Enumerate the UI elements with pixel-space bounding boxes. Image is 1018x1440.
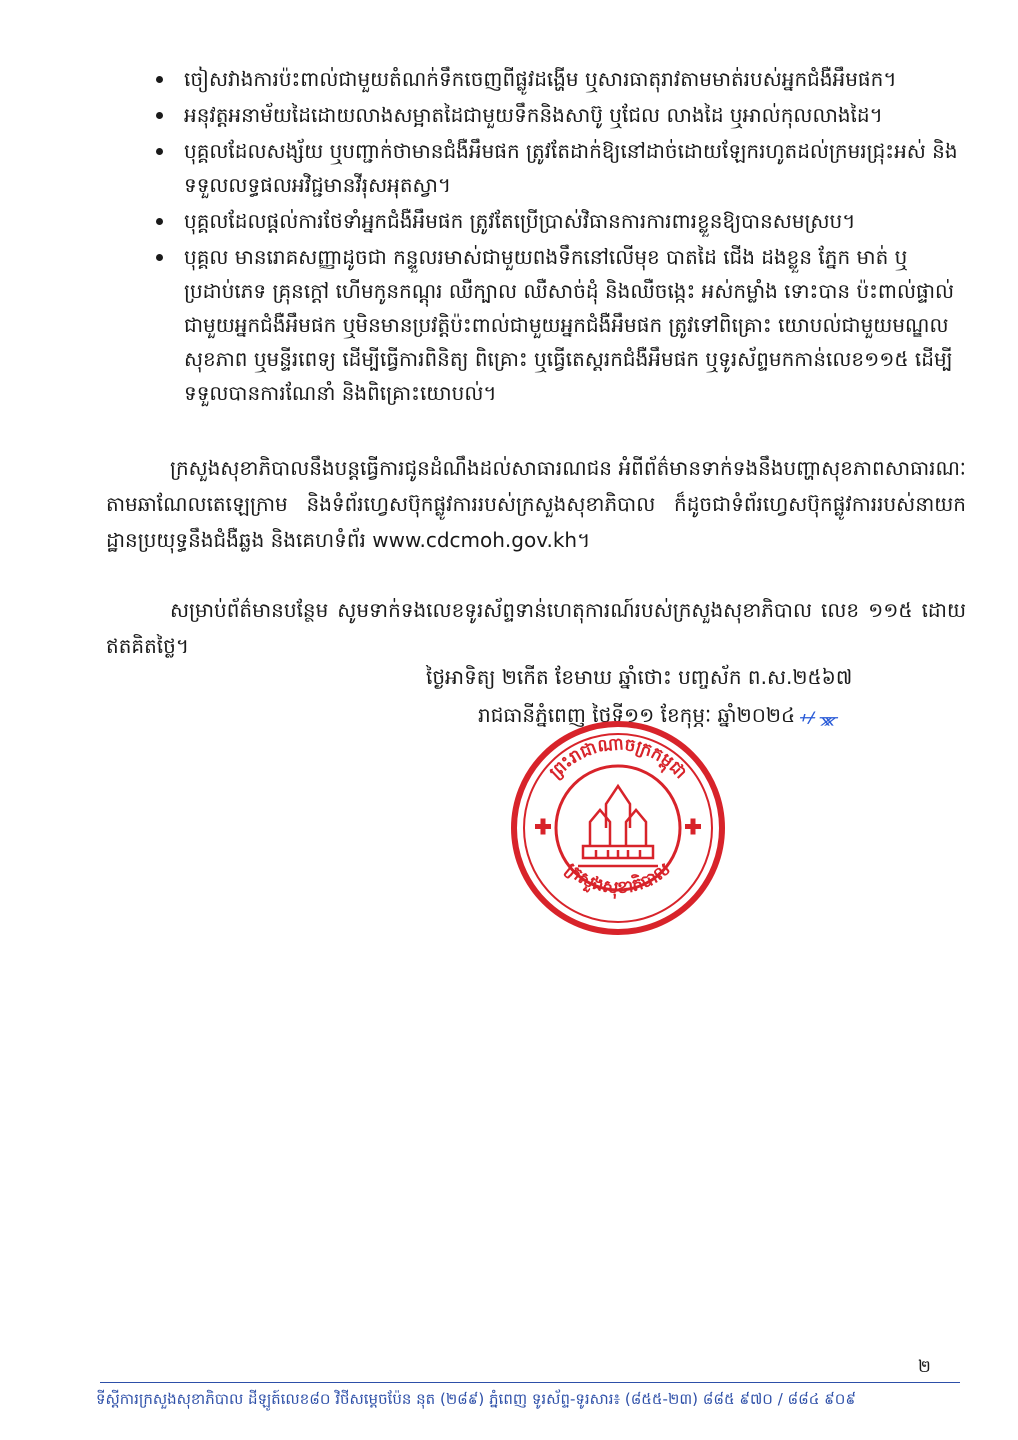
lunar-date: ថ្ងៃអាទិត្យ ២កើត ខែមាឃ ឆ្នាំថោះ បញ្ចស័ក ព.ស.២៥៦៧ [426,665,853,689]
footer-divider [100,1382,960,1383]
svg-text:ព្រះរាជាណាចក្រកម្ពុជា [546,734,691,783]
red-cross-icon [535,819,701,835]
seal-bottom-text: ក្រសួងសុខាភិបាល [561,859,675,899]
bullet-dot-icon [156,76,163,83]
bullet-dot-icon [156,254,163,261]
bullet-item [150,62,960,96]
bullet-item [150,134,960,202]
bullet-text: បុគ្គលដែលសង្ស័យ ឬបញ្ជាក់ថាមានជំងឺអឹមផក ត្រូវតែដាក់ឱ្យនៅដាច់ដោយឡែករហូតដល់ក្រមរជ្រុះអស់ និងទទួលលទ្ធផលអវិជ្ជមានវីរុសអុតស្វា។ [184,139,958,197]
bullet-text: បុគ្គល មានរោគសញ្ញាដូចជា កន្ទួលរមាស់ជាមួយពងទឹកនៅលើមុខ បាតដៃ ជើង ដងខ្លួន ភ្នែក មាត់ ឬប្រដាប់ភេទ គ្រុនក្តៅ ហើមកូនកណ្តុរ ឈឺក្បាល ឈឺសាច់ដុំ និងឈឺចង្កេះ អស់កម្លាំង ទោះបាន ប៉ះពាល់ផ្ទាល់ជាមួយអ្នកជំងឺអឹមផក ឬមិនមានប្រវត្តិប៉ះពាល់ជាមួយអ្នកជំងឺអឹមផក ត្រូវទៅពិគ្រោះ យោបល់ជាមួយមណ្ឌលសុខភាព ឬមន្ទីរពេទ្យ ដើម្បីធ្វើការពិនិត្យ ពិគ្រោះ ឬធ្វើតេស្តរកជំងឺអឹមផក ឬទូរស័ព្ទមកកាន់លេខ១១៥ ដើម្បីទទួលបានការណែនាំ និងពិគ្រោះយោបល់។ [184,245,955,405]
bullet-item [150,98,960,132]
bullet-item [150,240,960,410]
angkor-temple-icon [578,786,658,866]
notification-paragraph [106,450,966,558]
page-number: ២ [918,1357,931,1377]
bullet-text: បុគ្គលដែលផ្តល់ការថែទាំអ្នកជំងឺអឹមផក ត្រូវតែប្រើប្រាស់វិធានការការពារខ្លួនឱ្យបានសមស្រប។ [184,209,856,233]
paragraph-text: ក្រសួងសុខាភិបាលនឹងបន្តធ្វើការជូនដំណឹងដល់សាធារណជន អំពីព័ត៌មានទាក់ទងនឹងបញ្ហាសុខភាពសាធារណៈ តាមឆាណែលតេឡេក្រាម និងទំព័រហ្វេសប៊ុកផ្លូវការរបស់ក្រសួងសុខាភិបាល ក៏ដូចជាទំព័រហ្វេសប៊ុកផ្លូវការរបស់នាយកដ្ឋានប្រយុទ្ធនឹងជំងឺឆ្លង និងគេហទំព័រ www.cdcmoh.gov.kh។ [106,456,966,552]
paragraph-text: សម្រាប់ព័ត៌មានបន្ថែម សូមទាក់ទងលេខទូរស័ព្ទទាន់ហេតុការណ៍របស់ក្រសួងសុខាភិបាល លេខ ១១៥ ដោយឥតគិតថ្លៃ។ [106,598,966,658]
bullet-item [150,204,960,238]
bullet-dot-icon [156,218,163,225]
bullet-dot-icon [156,148,163,155]
seal-top-text: ព្រះរាជាណាចក្រកម្ពុជា [545,734,691,783]
footer-address: ទីស្តីការក្រសួងសុខាភិបាល ដីឡូត៍លេខ៨០ វិថីសម្តេចប៉ែន នុត (២៨៩) ភ្នំពេញ ទូរស័ព្ទ-ទូរសារ៖ (៨៥៥-២៣) ៨៨៥ ៩៧០ / ៨៨៤ ៩០៩ [96,1390,857,1408]
hotline-paragraph [106,592,966,664]
solar-date: រាជធានីភ្នំពេញ ថ្ងៃទី១១ ខែកុម្ភៈ ឆ្នាំ២០២៤ [478,703,796,727]
bullet-dot-icon [156,112,163,119]
handwritten-initials: ᚐᚋ ᚘ [799,708,837,726]
bullet-text: អនុវត្តអនាម័យដៃដោយលាងសម្អាតដៃជាមួយទឹកនិងសាប៊ូ ឬជែល លាងដៃ ឬអាល់កុលលាងដៃ។ [184,103,883,127]
guidance-bullet-list [150,62,960,412]
ministry-seal-icon [508,718,728,938]
bullet-text: ចៀសវាងការប៉ះពាល់ជាមួយតំណក់ទឹកចេញពីផ្លូវដង្ហើម ឬសារធាតុរាវតាមមាត់របស់អ្នកជំងឺអឹមផក។ [184,67,897,91]
